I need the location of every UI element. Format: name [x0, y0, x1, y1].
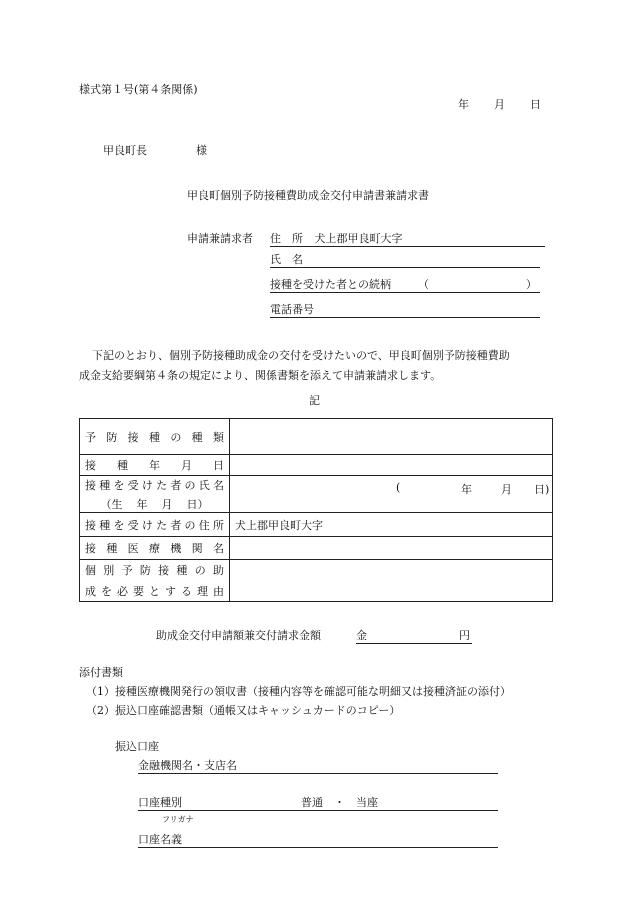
account-type-label: 口座種別 — [138, 796, 182, 809]
application-table — [79, 418, 553, 602]
account-type-options: 普通 ・ 当座 — [301, 796, 378, 809]
date-day-label: 日 — [530, 98, 541, 111]
date-year-label: 年 — [458, 98, 469, 111]
recipient-address-input[interactable]: 犬上郡甲良町大字 — [230, 513, 553, 537]
phone-label: 電話番号 — [270, 303, 314, 316]
furigana-label: フリガナ — [162, 815, 194, 824]
applicant-label: 申請兼請求者 — [187, 232, 253, 245]
recipient-name-input[interactable] — [230, 476, 553, 513]
birthdate-day: 日) — [534, 483, 550, 496]
reason-label-line2: 成 を 必 要 と す る 理 由 — [85, 585, 224, 598]
amount-prefix: 金 — [356, 629, 367, 642]
table-row — [80, 476, 553, 513]
address-field[interactable] — [270, 233, 545, 247]
document-title: 甲良町個別予防接種費助成金交付申請書兼請求書 — [187, 189, 429, 202]
addressee-name: 甲良町長 — [103, 144, 147, 157]
amount-label: 助成金交付申請額兼交付請求金額 — [156, 629, 321, 642]
row-label-recipient-address — [80, 513, 230, 537]
addressee-honorific: 様 — [196, 144, 207, 157]
vaccination-date-input[interactable] — [230, 455, 553, 476]
recipient-address-label: 接 種 を 受 け た 者 の 住 所 — [85, 518, 224, 532]
name-field[interactable] — [270, 254, 540, 268]
row-label-medical-institution — [80, 537, 230, 560]
relationship-close-paren: ） — [526, 278, 537, 291]
bank-institution-field[interactable] — [138, 760, 498, 774]
amount-unit: 円 — [459, 629, 470, 642]
row-label-recipient-name — [80, 476, 230, 513]
table-row — [80, 419, 553, 455]
medical-institution-label: 接 種 医 療 機 関 名 — [85, 542, 224, 555]
medical-institution-input[interactable] — [230, 537, 553, 560]
vaccine-type-input[interactable] — [230, 419, 553, 455]
body-text-line1: 下記のとおり、個別予防接種助成金の交付を受けたいので、甲良町個別予防接種費助 — [92, 349, 510, 362]
ki-heading: 記 — [309, 394, 320, 407]
amount-field[interactable] — [356, 630, 472, 644]
birthdate-open-paren: ( — [396, 481, 401, 494]
birthdate-month: 月 — [501, 483, 512, 496]
body-text-line2: 成金支給要綱第４条の規定により、関係書類を添えて申請兼請求します。 — [79, 369, 442, 382]
table-row — [80, 537, 553, 560]
row-label-vaccination-date — [80, 455, 230, 476]
account-holder-field[interactable] — [138, 834, 498, 848]
table-row — [80, 560, 553, 602]
recipient-name-label: 接 種 を 受 け た 者 の 氏 名 — [85, 478, 224, 492]
relationship-label: 接種を受けた者との続柄 — [270, 278, 391, 291]
attachment-item-1: （1）接種医療機関発行の領収書（接種内容等を確認可能な明細又は接種済証の添付） — [86, 685, 511, 698]
name-label: 氏 名 — [270, 253, 303, 266]
table-row — [80, 513, 553, 537]
vaccine-type-label: 予 防 接 種 の 種 類 — [85, 430, 224, 444]
vaccination-date-label: 接 種 年 月 日 — [85, 459, 224, 472]
relationship-field[interactable] — [270, 279, 540, 293]
bank-title: 振込口座 — [115, 740, 159, 753]
birthdate-year: 年 — [461, 483, 472, 496]
account-holder-label: 口座名義 — [138, 833, 182, 846]
reason-input[interactable] — [230, 560, 553, 602]
date-month-label: 月 — [494, 98, 505, 111]
row-label-reason — [80, 560, 230, 602]
attachment-item-2: （2）振込口座確認書類（通帳又はキャッシュカードのコピー） — [86, 704, 401, 717]
reason-label-line1: 個 別 予 防 接 種 の 助 — [85, 564, 224, 577]
bank-institution-label: 金融機関名・支店名 — [138, 759, 237, 772]
attachments-title: 添付書類 — [79, 666, 123, 679]
form-number: 様式第１号(第４条関係) — [79, 83, 198, 96]
recipient-birthdate-label: （生 年 月 日） — [100, 497, 209, 511]
phone-field[interactable] — [270, 304, 540, 318]
row-label-vaccine-type — [80, 419, 230, 455]
address-label: 住 所 — [270, 232, 303, 245]
account-type-field[interactable] — [138, 797, 498, 811]
table-row — [80, 455, 553, 476]
address-value: 犬上郡甲良町大字 — [314, 232, 403, 245]
relationship-open-paren: （ — [418, 278, 429, 291]
